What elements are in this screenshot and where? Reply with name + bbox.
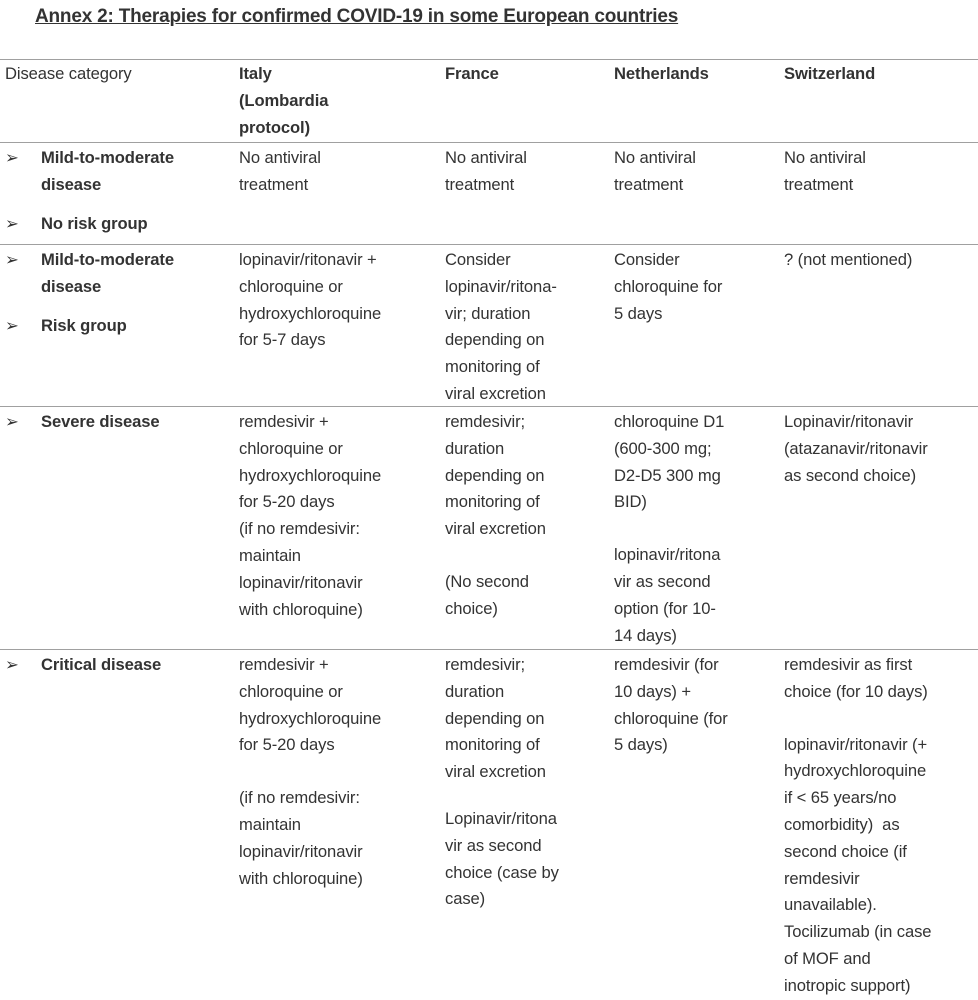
therapy-text: Consider lopinavir/ritona- vir; duration depending on monitoring of viral excretion <box>445 250 557 403</box>
disease-category-item <box>5 247 174 301</box>
therapy-text: chloroquine D1 (600-300 mg; D2-D5 300 mg BID) <box>614 412 725 512</box>
therapy-text: No antiviral treatment <box>445 148 527 194</box>
therapy-cell <box>784 247 912 274</box>
disease-category-item <box>5 145 174 199</box>
therapy-cell <box>239 409 381 623</box>
annex-title: Annex 2: Therapies for confirmed COVID-19 in some European countries <box>35 6 679 27</box>
arrowhead-bullet-icon: ➢ <box>5 315 19 335</box>
disease-category-item <box>5 652 161 679</box>
therapy-cell <box>445 652 559 913</box>
arrowhead-bullet-icon: ➢ <box>5 412 19 431</box>
therapy-text: remdesivir; duration depending on monitoring of viral excretion <box>445 655 546 782</box>
therapy-text: No antiviral treatment <box>239 148 321 194</box>
disease-category-item <box>5 409 160 436</box>
disease-category-label: Mild-to-moderate disease <box>41 148 174 194</box>
disease-category-item <box>5 211 174 238</box>
therapy-text: remdesivir as first choice (for 10 days) <box>784 655 928 701</box>
row-divider <box>0 59 978 60</box>
arrowhead-bullet-icon: ➢ <box>5 655 19 674</box>
therapy-text: lopinavir/ritonavir + chloroquine or hydroxychloroquine for 5-7 days <box>239 250 382 350</box>
therapy-cell <box>784 409 928 489</box>
therapy-cell <box>239 145 321 199</box>
therapy-text: lopinavir/ritonavir (+ hydroxychloroquine if < 65 years/no comorbidity) as second choice (if remdesivir unavailable). Tocilizumab (in case of MOF and inotropic support) <box>784 734 932 995</box>
therapy-text: (No second choice) <box>445 571 529 618</box>
therapy-cell <box>445 247 557 408</box>
therapy-text: remdesivir (for 10 days) + chloroquine (for 5 days) <box>614 655 728 755</box>
therapy-cell <box>784 145 866 199</box>
row-divider <box>0 649 978 650</box>
disease-category-cell <box>5 652 161 679</box>
header-country: Netherlands <box>614 64 709 83</box>
therapy-text: No antiviral treatment <box>784 148 866 194</box>
therapy-text: remdesivir + chloroquine or hydroxychloroquine for 5-20 days (if no remdesivir: maintain lopinavir/ritonavir with chloroquine) <box>239 412 382 619</box>
therapy-cell <box>445 145 527 199</box>
arrowhead-bullet-icon: ➢ <box>5 213 19 233</box>
therapy-text: Lopinavir/ritona vir as second choice (case by case) <box>445 808 559 909</box>
therapy-cell <box>445 409 546 623</box>
therapy-text: remdesivir; duration depending on monitoring of viral excretion <box>445 412 546 539</box>
disease-category-label: Critical disease <box>41 655 162 674</box>
therapy-text: Consider chloroquine for 5 days <box>614 250 723 323</box>
disease-category-label: Risk group <box>41 315 127 335</box>
disease-category-cell <box>5 409 160 436</box>
therapy-text: Lopinavir/ritonavir (atazanavir/ritonavir as second choice) <box>784 412 928 485</box>
disease-category-cell <box>5 145 174 237</box>
therapy-text: (if no remdesivir: maintain lopinavir/ritonavir with chloroquine) <box>239 788 363 888</box>
header-country: France <box>445 64 499 83</box>
disease-category-label: Severe disease <box>41 412 160 431</box>
arrowhead-bullet-icon: ➢ <box>5 250 19 269</box>
disease-category-label: Mild-to-moderate disease <box>41 250 174 296</box>
therapy-cell <box>614 652 728 759</box>
row-divider <box>0 244 978 245</box>
header-country: Italy (Lombardia protocol) <box>239 64 329 137</box>
therapy-cell <box>239 247 381 354</box>
therapy-text: remdesivir + chloroquine or hydroxychloroquine for 5-20 days <box>239 655 382 755</box>
therapy-cell <box>239 652 381 892</box>
header-country: Switzerland <box>784 64 876 83</box>
therapy-text: No antiviral treatment <box>614 148 696 194</box>
therapy-cell <box>614 409 724 649</box>
disease-category-cell <box>5 247 174 339</box>
header-disease-category: Disease category <box>5 64 132 83</box>
arrowhead-bullet-icon: ➢ <box>5 148 19 167</box>
disease-category-item <box>5 313 174 340</box>
row-divider <box>0 142 978 143</box>
therapy-cell <box>614 145 696 199</box>
disease-category-label: No risk group <box>41 213 148 233</box>
therapy-text: ? (not mentioned) <box>784 250 913 269</box>
therapy-cell <box>784 652 931 1000</box>
therapy-text: lopinavir/ritona vir as second option (for 10- 14 days) <box>614 545 721 645</box>
therapy-cell <box>614 247 722 327</box>
